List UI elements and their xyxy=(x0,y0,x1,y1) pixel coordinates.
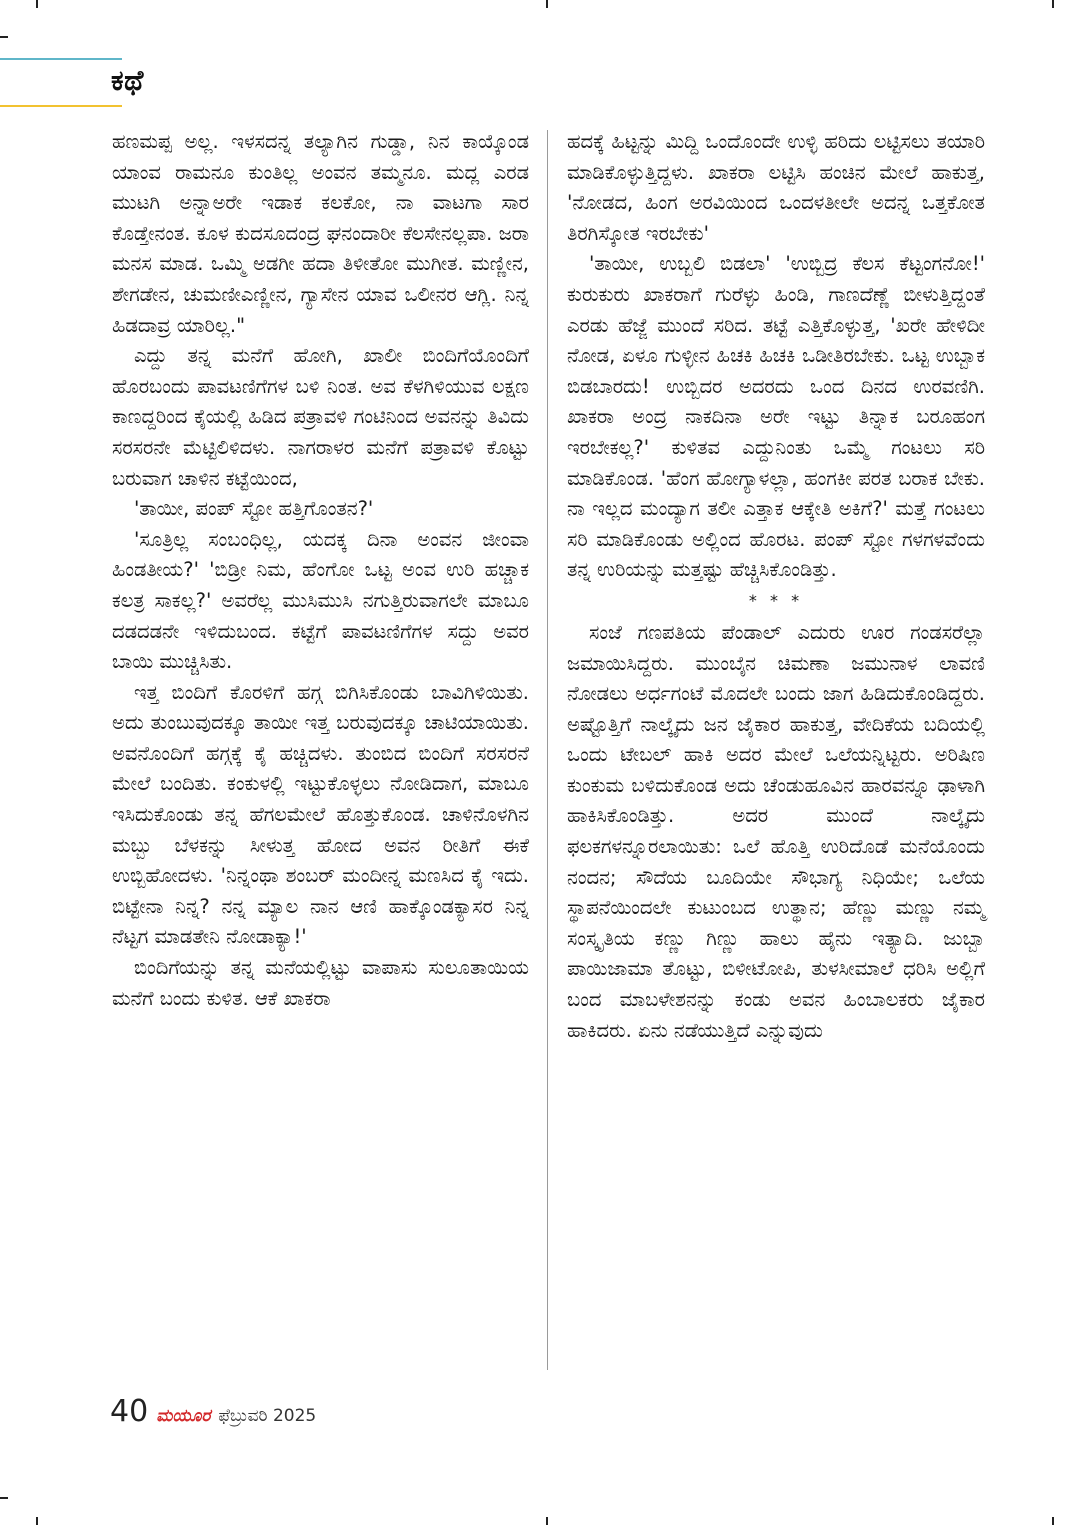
left-column xyxy=(112,127,529,1014)
right-column xyxy=(567,127,985,1046)
crop-mark xyxy=(1052,1517,1054,1525)
paragraph: ಬಿಂದಿಗೆಯನ್ನು ತನ್ನ ಮನೆಯಲ್ಲಿಟ್ಟು ವಾಪಾಸು ಸುಲೂತಾಯಿಯ ಮನೆಗೆ ಬಂದು ಕುಳಿತ. ಆಕೆ ಖಾಕರಾ xyxy=(112,956,529,1010)
crop-mark xyxy=(36,1517,38,1525)
paragraph: 'ಸೂತ್ರಿಲ್ಲ ಸಂಬಂಧಿಲ್ಲ, ಯದಕ್ಕ ದಿನಾ ಅಂವನ ಜೀಂವಾ ಹಿಂಡತೀಯ?' 'ಬಿಡ್ರೀ ನಿಮ, ಹೆಂಗೋ ಒಟ್ಟ ಅಂವ ಉರಿ ಹಚ್ಚಾಕ ಕಲತ್ರ ಸಾಕಲ್ಲ?' ಅವರೆಲ್ಲ ಮುಸಿಮುಸಿ ನಗುತ್ತಿರುವಾಗಲೇ ಮಾಬೂ ದಡದಡನೇ ಇಳಿದುಬಂದ. ಕಟ್ಟೆಗೆ ಪಾವಟಣಿಗೆಗಳ ಸದ್ದು ಅವರ ಬಾಯಿ ಮುಚ್ಚಿಸಿತು. xyxy=(112,527,529,674)
section-break: * * * xyxy=(748,590,804,610)
section-rule-bottom xyxy=(0,105,122,107)
page-footer xyxy=(110,1394,316,1434)
paragraph: ಇತ್ತ ಬಿಂದಿಗೆ ಕೊರಳಿಗೆ ಹಗ್ಗ ಬಿಗಿಸಿಕೊಂಡು ಬಾವಿಗಿಳಿಯಿತು. ಅದು ತುಂಬುವುದಕ್ಕೂ ತಾಯೀ ಇತ್ತ ಬರುವುದಕ್ಕೂ ಚಾಟಿಯಾಯಿತು. ಅವನೊಂದಿಗೆ ಹಗ್ಗಕ್ಕೆ ಕೈ ಹಚ್ಚಿದಳು. ತುಂಬಿದ ಬಿಂದಿಗೆ ಸರಸರನೆ ಮೇಲೆ ಬಂದಿತು. ಕಂಕುಳಲ್ಲಿ ಇಟ್ಟುಕೊಳ್ಳಲು ನೋಡಿದಾಗ, ಮಾಬೂ ಇಸಿದುಕೊಂಡು ತನ್ನ ಹೆಗಲಮೇಲೆ ಹೊತ್ತುಕೊಂಡ. ಚಾಳಿನೊಳಗಿನ ಮಬ್ಬು ಬೆಳಕನ್ನು ಸೀಳುತ್ತ ಹೋದ ಅವನ ರೀತಿಗೆ ಈಕೆ ಉಬ್ಬಿಹೋದಳು. 'ನಿನ್ನಂಥಾ ಶಂಬರ್ ಮಂದೀನ್ನ ಮಣಸಿದ ಕೈ ಇದು. ಬಿಟ್ಟೇನಾ ನಿನ್ನ? ನನ್ನ ಮ್ಯಾಲ ನಾನ ಆಣಿ ಹಾಕ್ಕೊಂಡಕ್ಯಾಸರ ನಿನ್ನ ನೆಟ್ಟಗ ಮಾಡತೇನಿ ನೋಡಾಕ್ಯಾ!' xyxy=(112,680,529,949)
paragraph: 'ತಾಯೀ, ಪಂಪ್ ಸ್ಟೋ ಹತ್ತಿಗೊಂತನ?' xyxy=(134,497,374,521)
section-rule-top xyxy=(0,58,122,60)
crop-mark xyxy=(546,1517,548,1525)
paragraph: ಸಂಜೆ ಗಣಪತಿಯ ಪೆಂಡಾಲ್ ಎದುರು ಊರ ಗಂಡಸರೆಲ್ಲಾ ಜಮಾಯಿಸಿದ್ದರು. ಮುಂಬೈನ ಚಿಮಣಾ ಜಮುನಾಳ ಲಾವಣಿ ನೋಡಲು ಅರ್ಧಗಂಟೆ ಮೊದಲೇ ಬಂದು ಜಾಗ ಹಿಡಿದುಕೊಂಡಿದ್ದರು. ಅಷ್ಟೊತ್ತಿಗೆ ನಾಲ್ಕೈದು ಜನ ಜೈಕಾರ ಹಾಕುತ್ತ, ವೇದಿಕೆಯ ಬದಿಯಲ್ಲಿ ಒಂದು ಟೇಬಲ್ ಹಾಕಿ ಅದರ ಮೇಲೆ ಒಲೆಯನ್ನಿಟ್ಟರು. ಅರಿಷಿಣ ಕುಂಕುಮ ಬಳಿದುಕೊಂಡ ಅದು ಚೆಂಡುಹೂವಿನ ಹಾರವನ್ನೂ ಢಾಳಾಗಿ ಹಾಕಿಸಿಕೊಂಡಿತ್ತು. ಅದರ ಮುಂದೆ ನಾಲ್ಕೈದು ಫಲಕಗಳನ್ನೂರಲಾಯಿತು: ಒಲೆ ಹೊತ್ತಿ ಉರಿದೊಡೆ ಮನೆಯೊಂದು ನಂದನ; ಸೌದೆಯ ಬೂದಿಯೇ ಸೌಭಾಗ್ಯ ನಿಧಿಯೇ; ಒಲೆಯ ಸ್ಥಾಪನೆಯಿಂದಲೇ ಕುಟುಂಬದ ಉತ್ಥಾನ; ಹೆಣ್ಣು ಮಣ್ಣು ನಮ್ಮ ಸಂಸ್ಕೃತಿಯ ಕಣ್ಣು ಗಿಣ್ಣು ಹಾಲು ಹೈನು ಇತ್ಯಾದಿ. ಜುಬ್ಬಾ ಪಾಯಿಜಾಮಾ ತೊಟ್ಟು, ಬಿಳೀಟೋಪಿ, ತುಳಸೀಮಾಲೆ ಧರಿಸಿ ಅಲ್ಲಿಗೆ ಬಂದ ಮಾಬಳೇಶನನ್ನು ಕಂಡು ಅವನ ಹಿಂಬಾಲಕರು ಜೈಕಾರ ಹಾಕಿದರು. ಏನು ನಡೆಯುತ್ತಿದೆ ಎನ್ನುವುದು xyxy=(567,620,985,1042)
section-title: ಕಥೆ xyxy=(111,64,144,97)
magazine-logo: ಮಯೂರ xyxy=(156,1406,211,1426)
crop-mark xyxy=(0,1497,8,1499)
column-divider xyxy=(547,130,548,1370)
crop-mark xyxy=(1052,0,1054,8)
crop-mark xyxy=(36,0,38,8)
issue-date: ಫೆಬ್ರುವರಿ 2025 xyxy=(218,1406,317,1426)
crop-mark xyxy=(546,0,548,8)
paragraph: ಎದ್ದು ತನ್ನ ಮನೆಗೆ ಹೋಗಿ, ಖಾಲೀ ಬಿಂದಿಗೆಯೊಂದಿಗೆ ಹೊರಬಂದು ಪಾವಟಣಿಗೆಗಳ ಬಳಿ ನಿಂತ. ಅವ ಕೆಳಗಿಳಿಯುವ ಲಕ್ಷಣ ಕಾಣದ್ದರಿಂದ ಕೈಯಲ್ಲಿ ಹಿಡಿದ ಪತ್ರಾವಳಿ ಗಂಟಿನಿಂದ ಅವನನ್ನು ತಿವಿದು ಸರಸರನೇ ಮೆಟ್ಟಿಲಿಳಿದಳು. ನಾಗರಾಳರ ಮನೆಗೆ ಪತ್ರಾವಳಿ ಕೊಟ್ಟು ಬರುವಾಗ ಚಾಳಿನ ಕಟ್ಟೆಯಿಂದ, xyxy=(112,344,529,490)
crop-mark xyxy=(0,36,8,38)
paragraph: ಹಣಮಪ್ಪ ಅಲ್ಲ. ಇಳಸದನ್ನ ತಲ್ಯಾಗಿನ ಗುಡ್ಡಾ, ನಿನ ಕಾಯ್ಕೊಂಡ ಯಾಂವ ರಾಮನೂ ಕುಂತಿಲ್ಲ ಅಂವನ ತಮ್ಮನೂ. ಮದ್ಲ ಎರಡ ಮುಟಗಿ ಅನ್ನಾಅರೇ ಇಡಾಕ ಕಲಕೋ, ನಾ ವಾಟಗಾ ಸಾರ ಕೊಡ್ತೇನಂತ. ಕೂಳ ಕುದಸೂದಂದ್ರ ಘನಂದಾರೀ ಕೆಲಸೇನಲ್ಲಪಾ. ಜರಾ ಮನಸ ಮಾಡ. ಒಮ್ಮಿ ಅಡಗೀ ಹದಾ ತಿಳೀತೋ ಮುಗೀತ. ಮಣ್ಣೀನ, ಶೇಗಡೇನ, ಚುಮಣೀಎಣ್ಣೀನ, ಗ್ಯಾಸೇನ ಯಾವ ಒಲೀನರ ಆಗ್ಲಿ. ನಿನ್ನ ಹಿಡದಾವ್ರ ಯಾರಿಲ್ಲ." xyxy=(112,130,529,337)
paragraph: 'ತಾಯೀ, ಉಬ್ಬಲಿ ಬಿಡಲಾ' 'ಉಬ್ಬಿದ್ರ ಕೆಲಸ ಕೆಟ್ಟಂಗನೋ!' ಕುರುಕುರು ಖಾಕರಾಗೆ ಗುರೆಳ್ಳು ಹಿಂಡಿ, ಗಾಣದೆಣ್ಣೆ ಬೀಳುತ್ತಿದ್ದಂತೆ ಎರಡು ಹೆಜ್ಜೆ ಮುಂದೆ ಸರಿದ. ತಟ್ಟೆ ಎತ್ತಿಕೊಳ್ಳುತ್ತ, 'ಖರೇ ಹೇಳಿದೀ ನೋಡ, ಏಳೂ ಗುಳ್ಳೀನ ಹಿಚಕಿ ಹಿಚಕಿ ಒಡೀತಿರಬೇಕು. ಒಟ್ಟ ಉಬ್ಬಾಕ ಬಿಡಬಾರದು! ಉಬ್ಬಿದರ ಅದರದು ಒಂದ ದಿನದ ಉರವಣಿಗಿ. ಖಾಕರಾ ಅಂದ್ರ ನಾಕದಿನಾ ಅರೇ ಇಟ್ಟು ತಿನ್ನಾಕ ಬರೂಹಂಗ ಇರಬೇಕಲ್ಲ?' ಕುಳಿತವ ಎದ್ದುನಿಂತು ಒಮ್ಮೆ ಗಂಟಲು ಸರಿ ಮಾಡಿಕೊಂಡ. 'ಹೆಂಗ ಹೋಗ್ಯಾಳಲ್ಲಾ, ಹಂಗಕೀ ಪರತ ಬರಾಕ ಬೇಕು. ನಾ ಇಲ್ಲದ ಮಂದ್ಯಾಗ ತಲೀ ಎತ್ತಾಕ ಆಕ್ಕೇತಿ ಅಕಿಗೆ?' ಮತ್ತೆ ಗಂಟಲು ಸರಿ ಮಾಡಿಕೊಂಡು ಅಲ್ಲಿಂದ ಹೊರಟ. ಪಂಪ್ ಸ್ಟೋ ಗಳಗಳವೆಂದು ತನ್ನ ಉರಿಯನ್ನು ಮತ್ತಷ್ಟು ಹೆಚ್ಚಿಸಿಕೊಂಡಿತ್ತು. xyxy=(567,252,985,582)
page-number: 40 xyxy=(110,1394,149,1429)
paragraph: ಹದಕ್ಕೆ ಹಿಟ್ಟನ್ನು ಮಿದ್ದಿ ಒಂದೊಂದೇ ಉಳ್ಳಿ ಹರಿದು ಲಟ್ಟಿಸಲು ತಯಾರಿ ಮಾಡಿಕೊಳ್ಳುತ್ತಿದ್ದಳು. ಖಾಕರಾ ಲಟ್ಟಿಸಿ ಹಂಚಿನ ಮೇಲೆ ಹಾಕುತ್ತ, 'ನೋಡದ, ಹಿಂಗ ಅರವಿಯಿಂದ ಒಂದಳತೀಲೇ ಅದನ್ನ ಒತ್ತಕೋತ ತಿರಗಿಸ್ಕೋತ ಇರಬೇಕು' xyxy=(567,130,985,245)
